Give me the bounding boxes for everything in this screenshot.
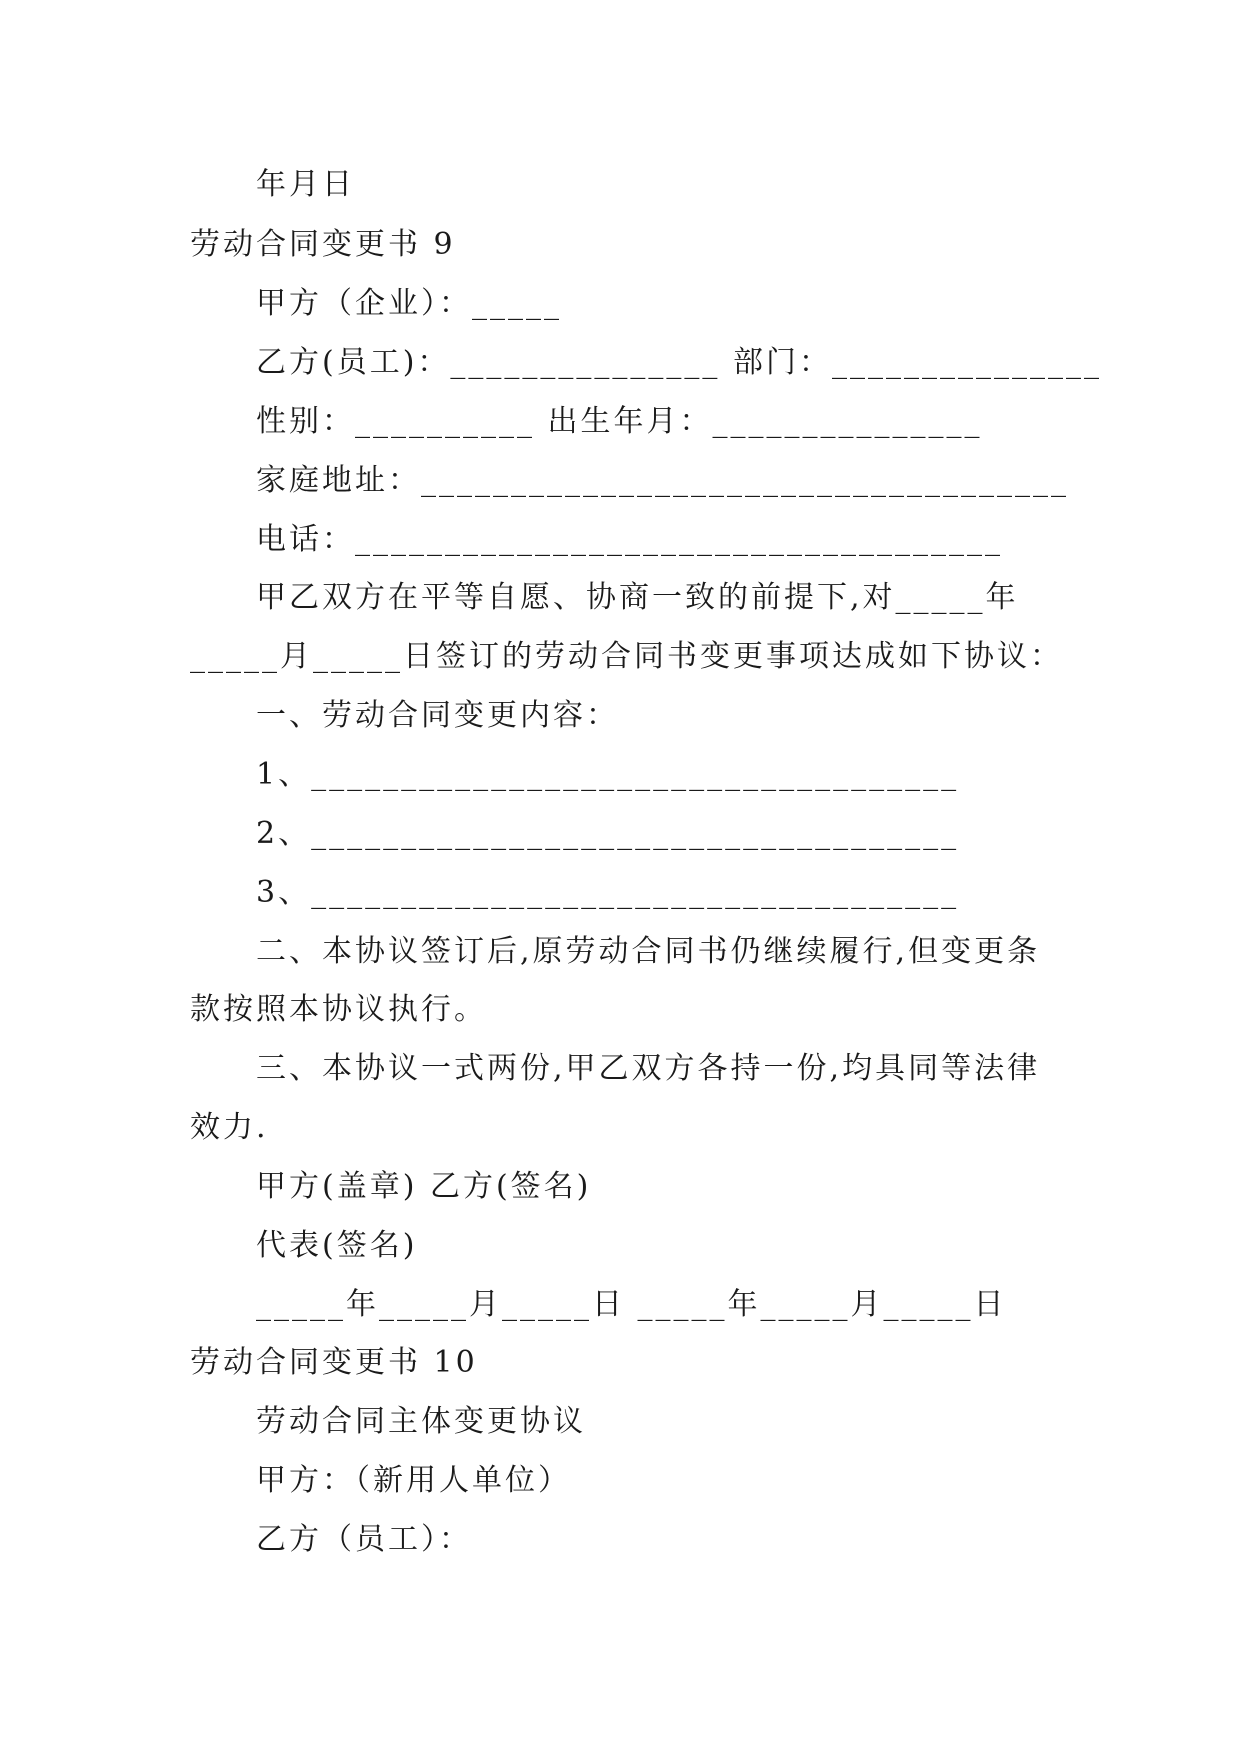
clause-3-line-1: 三、本协议一式两份,甲乙双方各持一份,均具同等法律	[256, 1051, 1041, 1086]
section-title-9: 劳动合同变更书 9	[190, 227, 456, 262]
employee-line: 乙方（员工）：	[256, 1522, 472, 1557]
representative-signature: 代表(签名)	[256, 1228, 418, 1263]
change-item-2: 2、____________________________________	[256, 816, 960, 851]
signature-dates: _____年_____月_____日 _____年_____月_____日	[256, 1287, 1007, 1322]
date-line: 年月日	[256, 167, 355, 202]
gender-birth-line: 性别：__________ 出生年月：_______________	[256, 404, 983, 439]
signature-parties: 甲方(盖章) 乙方(签名)	[256, 1169, 592, 1204]
change-item-3: 3、____________________________________	[256, 875, 960, 910]
new-employer-line: 甲方：（新用人单位）	[256, 1463, 571, 1498]
party-a-line: 甲方（企业）：_____	[256, 286, 562, 321]
agreement-subtitle: 劳动合同主体变更协议	[256, 1404, 586, 1439]
address-line: 家庭地址：____________________________________	[256, 463, 1069, 498]
clause-2-line-2: 款按照本协议执行。	[190, 992, 487, 1027]
clause-1-heading: 一、劳动合同变更内容：	[256, 698, 619, 733]
section-title-10: 劳动合同变更书 10	[190, 1345, 478, 1380]
phone-line: 电话：____________________________________	[256, 522, 1003, 557]
clause-2-line-1: 二、本协议签订后,原劳动合同书仍继续履行,但变更条	[256, 934, 1041, 969]
agreement-intro-line-2: _____月_____日签订的劳动合同书变更事项达成如下协议：	[190, 639, 1063, 674]
change-item-1: 1、____________________________________	[256, 757, 960, 792]
party-b-line: 乙方(员工)：_______________ 部门：_______________	[256, 345, 1102, 380]
agreement-intro-line-1: 甲乙双方在平等自愿、协商一致的前提下,对_____年	[256, 580, 1019, 615]
clause-3-line-2: 效力.	[190, 1110, 269, 1145]
